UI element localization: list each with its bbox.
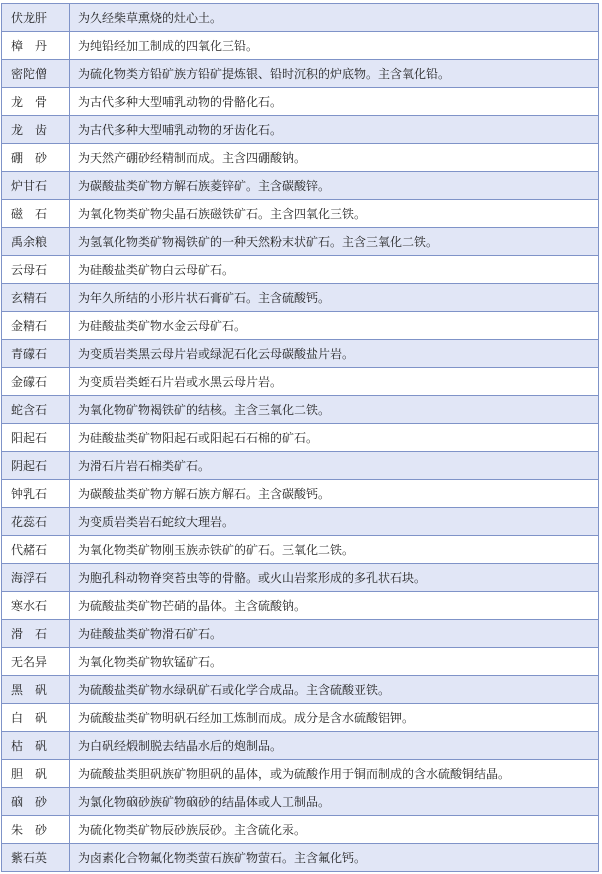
table-row	[2, 88, 599, 116]
table-row	[2, 480, 599, 508]
mineral-name-cell: 金礞石	[2, 368, 70, 396]
mineral-medicine-table	[1, 3, 599, 872]
mineral-description-cell: 为氯化物硇砂族矿物硇砂的结晶体或人工制品。	[70, 788, 599, 816]
mineral-description-cell: 为变质岩类蛭石片岩或水黑云母片岩。	[70, 368, 599, 396]
mineral-name-cell: 枯 矾	[2, 732, 70, 760]
mineral-description-cell: 为氧化物类矿物软锰矿石。	[70, 648, 599, 676]
table-row	[2, 172, 599, 200]
mineral-description-cell: 为滑石片岩石棉类矿石。	[70, 452, 599, 480]
table-row	[2, 4, 599, 32]
mineral-name-cell: 云母石	[2, 256, 70, 284]
mineral-description-cell: 为硅酸盐类矿物滑石矿石。	[70, 620, 599, 648]
table-row	[2, 424, 599, 452]
table-row	[2, 844, 599, 872]
table-row	[2, 340, 599, 368]
mineral-name-cell: 炉甘石	[2, 172, 70, 200]
table-row	[2, 620, 599, 648]
table-row	[2, 452, 599, 480]
mineral-name-cell: 伏龙肝	[2, 4, 70, 32]
mineral-description-cell: 为硅酸盐类矿物阳起石或阳起石石棉的矿石。	[70, 424, 599, 452]
mineral-description-cell: 为胞孔科动物脊突苔虫等的骨骼。或火山岩浆形成的多孔状石块。	[70, 564, 599, 592]
mineral-description-cell: 为卤素化合物氟化物类萤石族矿物萤石。主含氟化钙。	[70, 844, 599, 872]
table-row	[2, 816, 599, 844]
mineral-name-cell: 磁 石	[2, 200, 70, 228]
mineral-description-cell: 为硫酸盐类矿物芒硝的晶体。主含硫酸钠。	[70, 592, 599, 620]
table-row	[2, 116, 599, 144]
table-row	[2, 536, 599, 564]
mineral-description-cell: 为变质岩类黑云母片岩或绿泥石化云母碳酸盐片岩。	[70, 340, 599, 368]
mineral-name-cell: 禹余粮	[2, 228, 70, 256]
table-row	[2, 648, 599, 676]
table-row	[2, 284, 599, 312]
table-body	[2, 4, 599, 872]
mineral-description-cell: 为硫酸盐类胆矾族矿物胆矾的晶体，或为硫酸作用于铜而制成的含水硫酸铜结晶。	[70, 760, 599, 788]
mineral-name-cell: 蛇含石	[2, 396, 70, 424]
mineral-name-cell: 金精石	[2, 312, 70, 340]
mineral-description-cell: 为氧化物类矿物刚玉族赤铁矿的矿石。三氧化二铁。	[70, 536, 599, 564]
mineral-name-cell: 钟乳石	[2, 480, 70, 508]
mineral-name-cell: 硇 砂	[2, 788, 70, 816]
table-row	[2, 788, 599, 816]
mineral-name-cell: 胆 矾	[2, 760, 70, 788]
mineral-name-cell: 硼 砂	[2, 144, 70, 172]
mineral-name-cell: 龙 齿	[2, 116, 70, 144]
mineral-name-cell: 紫石英	[2, 844, 70, 872]
mineral-name-cell: 黑 矾	[2, 676, 70, 704]
table-row	[2, 732, 599, 760]
mineral-name-cell: 密陀僧	[2, 60, 70, 88]
mineral-description-cell: 为碳酸盐类矿物方解石族菱锌矿。主含碳酸锌。	[70, 172, 599, 200]
mineral-name-cell: 阴起石	[2, 452, 70, 480]
mineral-description-cell: 为硫化物类方铅矿族方铅矿提炼银、铅时沉积的炉底物。主含氧化铅。	[70, 60, 599, 88]
table-row	[2, 60, 599, 88]
table-row	[2, 256, 599, 284]
table-row	[2, 508, 599, 536]
mineral-description-cell: 为白矾经煅制脱去结晶水后的炮制品。	[70, 732, 599, 760]
table-row	[2, 676, 599, 704]
mineral-description-cell: 为古代多种大型哺乳动物的牙齿化石。	[70, 116, 599, 144]
mineral-name-cell: 玄精石	[2, 284, 70, 312]
mineral-description-cell: 为氢氧化物类矿物褐铁矿的一种天然粉末状矿石。主含三氧化二铁。	[70, 228, 599, 256]
mineral-name-cell: 代赭石	[2, 536, 70, 564]
mineral-name-cell: 海浮石	[2, 564, 70, 592]
table-row	[2, 200, 599, 228]
mineral-description-cell: 为年久所结的小形片状石膏矿石。主含硫酸钙。	[70, 284, 599, 312]
mineral-description-cell: 为硫酸盐类矿物明矾石经加工炼制而成。成分是含水硫酸铝钾。	[70, 704, 599, 732]
mineral-name-cell: 无名异	[2, 648, 70, 676]
table-row	[2, 312, 599, 340]
table-row	[2, 396, 599, 424]
mineral-description-cell: 为氧化物类矿物尖晶石族磁铁矿石。主含四氧化三铁。	[70, 200, 599, 228]
mineral-description-cell: 为硫酸盐类矿物水绿矾矿石或化学合成品。主含硫酸亚铁。	[70, 676, 599, 704]
table-row	[2, 704, 599, 732]
table-row	[2, 144, 599, 172]
mineral-description-cell: 为硅酸盐类矿物白云母矿石。	[70, 256, 599, 284]
mineral-name-cell: 樟 丹	[2, 32, 70, 60]
mineral-description-cell: 为纯铅经加工制成的四氧化三铅。	[70, 32, 599, 60]
table-row	[2, 760, 599, 788]
table-row	[2, 368, 599, 396]
table-row	[2, 32, 599, 60]
mineral-name-cell: 龙 骨	[2, 88, 70, 116]
mineral-name-cell: 寒水石	[2, 592, 70, 620]
mineral-description-cell: 为古代多种大型哺乳动物的骨骼化石。	[70, 88, 599, 116]
mineral-name-cell: 滑 石	[2, 620, 70, 648]
mineral-description-cell: 为硫化物类矿物辰砂族辰砂。主含硫化汞。	[70, 816, 599, 844]
mineral-description-cell: 为变质岩类岩石蛇纹大理岩。	[70, 508, 599, 536]
mineral-description-cell: 为久经柴草熏烧的灶心土。	[70, 4, 599, 32]
mineral-description-cell: 为碳酸盐类矿物方解石族方解石。主含碳酸钙。	[70, 480, 599, 508]
table-row	[2, 228, 599, 256]
mineral-description-cell: 为氧化物矿物褐铁矿的结核。主含三氧化二铁。	[70, 396, 599, 424]
mineral-name-cell: 青礞石	[2, 340, 70, 368]
mineral-name-cell: 朱 砂	[2, 816, 70, 844]
mineral-name-cell: 阳起石	[2, 424, 70, 452]
mineral-description-cell: 为硅酸盐类矿物水金云母矿石。	[70, 312, 599, 340]
mineral-name-cell: 花蕊石	[2, 508, 70, 536]
table-row	[2, 564, 599, 592]
mineral-name-cell: 白 矾	[2, 704, 70, 732]
table-row	[2, 592, 599, 620]
mineral-description-cell: 为天然产硼砂经精制而成。主含四硼酸钠。	[70, 144, 599, 172]
